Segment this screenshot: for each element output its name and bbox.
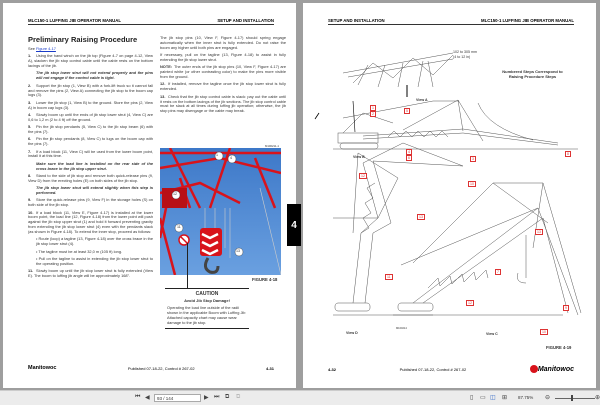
step-number: 10. — [28, 209, 34, 215]
step-number: 11. — [28, 268, 34, 274]
callout-box: 12 — [468, 301, 472, 305]
single-page-view-icon[interactable]: ▯ — [470, 395, 474, 401]
callout-box: 5 — [406, 109, 408, 113]
figure-label: FIGURE 4-19 — [546, 345, 572, 350]
paragraph — [28, 269, 153, 279]
chapter-tab: 4 — [287, 204, 301, 246]
footer-published: Published 07-18-22, Control # 267-02 — [127, 365, 195, 371]
callout-box: 4 — [408, 150, 410, 154]
step-text: Support the jib stop (1, View B) with a fork-lift truck so it cannot fall and remove the pins (2, View A) connecting the jib stop to the boom cap lugs (3). — [28, 82, 153, 98]
footer-published: Published 07-18-22, Control # 267-02 — [399, 366, 467, 372]
paste-icon[interactable]: ⧉ — [236, 394, 241, 400]
manitowoc-logo — [530, 365, 574, 373]
step-text: Stand to the side of jib stop and remove both quick-release pins (9, View D) from the erecting holes (E) on both sides of the jib stop. — [28, 172, 153, 183]
step-number: 4. — [28, 111, 32, 117]
caution-subtitle: Avoid Jib Stop Damage! — [184, 298, 230, 303]
page-footer — [28, 365, 274, 371]
page-number-input[interactable]: 93 / 144 — [154, 394, 201, 402]
logo-text: Manitowoc — [537, 365, 574, 373]
zoom-slider-thumb[interactable] — [571, 395, 573, 401]
next-page-button[interactable]: ▶ — [204, 395, 209, 401]
dimension-label-imperial: (4 to 12 in) — [453, 55, 471, 59]
right-page — [303, 3, 596, 388]
caution-box — [165, 288, 249, 329]
step-text: Slowly boom up until the ends of jib stop lower strut (4, View C) are 0,6 to 1,2 m (2 to 4 ft) off the ground. — [28, 111, 153, 122]
step-number: 12. — [160, 81, 166, 87]
paragraph — [160, 82, 286, 92]
step-text: If a load block (11, View E, Figure 4-17) is installed at the lower boom point, the load line (12, Figure 4-18) from the lower point will push against the jib stop upper strut (1) and hold it forward preventing gravity from extending the jib stop lower strut (4) even with the pendants slack (as shown in Figure 4-18). To extend the inner stop, proceed as follows: — [28, 209, 153, 235]
paragraph: • Pull on the tagline to assist in extending the jib stop lower strut to the operating position. — [36, 255, 153, 266]
paragraph — [28, 211, 153, 236]
header-left: SETUP AND INSTALLATION — [328, 18, 385, 23]
first-page-button[interactable]: ⏮ — [135, 394, 141, 400]
paragraph — [160, 95, 286, 115]
step-text: Pin the jib stop pendants (8, View C) to lugs on the boom cap with the pins (7). — [28, 136, 153, 147]
paragraph — [28, 137, 153, 147]
callout-1: 1 — [216, 153, 218, 157]
caution-title: CAUTION — [195, 291, 219, 297]
zoom-slider[interactable] — [555, 398, 595, 399]
callout-box: 12 — [361, 174, 365, 178]
step-text: Slowly boom up until the jib stop lower strut is fully extended (View E). The boom to luffing jib angle will be approximately 168°. — [28, 268, 153, 279]
step-number: 7. — [28, 148, 32, 154]
callout-box: 13 — [537, 230, 541, 234]
page-number: 4-31 — [265, 365, 274, 371]
step-number: NOTE: — [160, 64, 173, 70]
step-number: 3. — [28, 99, 32, 105]
paragraph — [160, 65, 286, 80]
step-number: 6. — [28, 136, 32, 142]
header-right: MLC150-1 LUFFING JIB OPERATOR MANUAL — [481, 18, 574, 23]
two-page-view-icon[interactable]: ◫ — [490, 395, 496, 401]
callout-box: 7 — [497, 270, 499, 274]
callout-box: 3 — [472, 157, 474, 161]
callout-box: 10 — [470, 182, 474, 186]
callout-4: 4 — [230, 156, 232, 160]
dimension-label: 102 to 305 mm — [453, 50, 477, 54]
continuous-view-icon[interactable]: ▭ — [480, 395, 486, 401]
paragraph: • Route (loop) a tagline (13, Figure 4-18) over the cross brace in the jib stop lower strut (4). — [36, 236, 154, 247]
photo-id: M100211-1 — [265, 144, 279, 148]
last-page-button[interactable]: ⏭ — [214, 394, 220, 400]
drawing-id: M100214 — [396, 327, 407, 330]
page-header — [28, 18, 274, 25]
left-page — [3, 3, 296, 388]
paragraph — [28, 125, 153, 135]
callout-box: 1 — [372, 106, 374, 110]
paragraph — [28, 101, 153, 111]
step-text: The jib stop pins (10, View F, Figure 4-17) should spring engage automatically when the inner strut is fully extended. Do not raise the boom any higher until both pins are engaged. — [160, 35, 286, 50]
step-text: Lower the jib stop (1, View B) to the ground. Store the pins (2, View A) in boom cap lugs (3). — [28, 99, 153, 110]
view-a-label: View A — [416, 98, 428, 102]
paragraph — [28, 198, 153, 208]
view-d-label: View D — [346, 331, 358, 335]
callout-box: 2 — [372, 112, 374, 116]
caution-leader — [187, 243, 188, 289]
figure-label: FIGURE 4-18 — [252, 277, 278, 282]
view-b-label: View B — [353, 155, 365, 159]
callout-box: 11 — [387, 275, 391, 279]
bullet-text: Route (loop) a tagline (13, Figure 4-18) over the cross brace in the jib stop lower strut (4). — [36, 236, 154, 247]
page-number: 4-32 — [328, 366, 337, 372]
jib-stop-photo — [160, 148, 281, 275]
step-text: Store the quick-release pins (9, View F) in the storage holes (S) on both side of the jib stop. — [28, 197, 153, 208]
paragraph: Make sure the load line is installed on the rear side of the cross brace in the jib stop upper strut. — [36, 160, 153, 171]
paragraph: • The tagline must be at least 32,0 m (105 ft) long. — [36, 248, 123, 254]
step-number: 13. — [160, 93, 166, 99]
fit-view-icon[interactable]: ⊞ — [502, 395, 508, 401]
bullet-text: Pull on the tagline to assist in extending the jib stop lower strut to the operating position. — [36, 255, 153, 266]
step-number: 5. — [28, 124, 32, 130]
paragraph — [28, 113, 153, 123]
callout-box: 8 — [567, 152, 569, 156]
callout-box: 6 — [408, 156, 410, 160]
header-right: SETUP AND INSTALLATION — [217, 18, 274, 23]
copy-icon[interactable]: ⧉ — [225, 394, 230, 400]
step-text: Using the hand winch on the jib top (Figure 4-7 on page 4-12, View A), slacken the jib stop control cable until the cable rests on the bottom lacings of the jib. — [28, 53, 153, 69]
page-footer — [328, 365, 574, 373]
footer-brand: Manitowoc — [28, 365, 57, 371]
paragraph — [160, 36, 286, 51]
zoom-in-button[interactable]: ⊕ — [595, 395, 600, 401]
see-text: See — [28, 46, 37, 51]
paragraph: The jib stop lower strut will not extend properly and the pins will not engage if the control cable is tight. — [36, 70, 153, 81]
step-text: Pin the jib stop pendants (5, View C) to the jib stop beam (6) with the pins (7). — [28, 124, 153, 135]
callout-box: 9 — [565, 306, 567, 310]
step-number: 1. — [28, 53, 32, 59]
section-title: Preliminary Raising Procedure — [28, 35, 138, 44]
zoom-out-button[interactable]: ⊖ — [545, 395, 551, 401]
callout-13: 13 — [236, 249, 240, 253]
step-text: The outer ends of the jib stop pins (10, View F, Figure 4-17) are painted white (or other contrasting color) to make the pins more visible from the ground. — [160, 64, 286, 80]
paragraph — [28, 84, 153, 99]
pdf-toolbar — [0, 390, 600, 405]
zoom-level[interactable]: 87.75% — [518, 395, 534, 400]
paragraph — [28, 174, 153, 184]
left-column — [28, 47, 153, 281]
paragraph — [28, 150, 153, 160]
step-number: 9. — [28, 197, 32, 203]
view-c-label: View C — [486, 332, 498, 336]
paragraph — [28, 54, 153, 69]
bullet-text: The tagline must be at least 32,0 m (105 ft) long. — [38, 248, 123, 254]
step-text: If a load block (11, View C) will be used from the lower boom point, install it at this time. — [28, 148, 153, 159]
caution-text: Operating the load line outside of the radii shown in the applicable Boom with Luffing Jib Attached capacity chart may cause wear damage to the jib stop. — [167, 305, 246, 325]
callout-11: 11 — [177, 225, 181, 229]
callout-box: 13 — [419, 215, 423, 219]
previous-page-button[interactable]: ◀ — [145, 395, 150, 401]
right-column — [160, 36, 286, 117]
step-text: If installed, remove the tagline once the jib stop lower strut is fully extended. — [160, 81, 286, 92]
paragraph — [160, 53, 286, 63]
step-number: 8. — [28, 172, 32, 178]
steps-note: Numbered Steps Correspond to Raising Procedure Steps — [502, 69, 563, 79]
step-text: If necessary, pull on the tagline (13, Figure 4-18) to assist in fully extending the jib stop lower strut. — [160, 52, 286, 63]
header-left: MLC150-1 LUFFING JIB OPERATOR MANUAL — [28, 18, 121, 23]
step-text: Check that the jib stop control cable is slack: pay out the cable until it rests on the bottom lacings of the jib sections. The jib stop control cable must be slack at all times during luffing jib operation; otherwise, the jib stop pins may disengage or the cable may break. — [160, 93, 287, 114]
step-number: 2. — [28, 82, 32, 88]
callout-12: 12 — [173, 192, 177, 196]
callout-box: 10 — [542, 330, 546, 334]
figure-link[interactable]: Figure 4-17 — [36, 46, 56, 51]
paragraph: The jib stop lower strut will extend slightly when this step is performed. — [36, 185, 153, 196]
